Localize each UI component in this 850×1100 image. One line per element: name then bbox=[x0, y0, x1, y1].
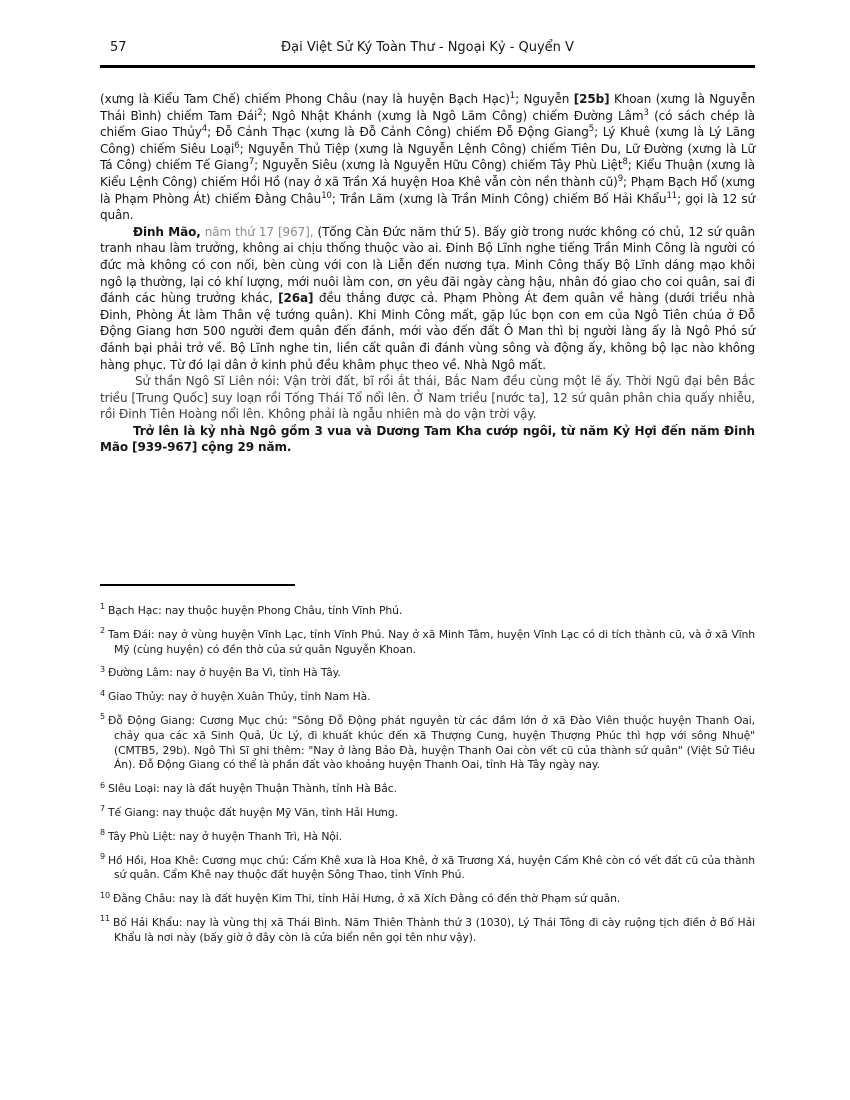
footnote-number: 6 bbox=[100, 780, 105, 790]
header-title: Đại Việt Sử Ký Toàn Thư - Ngoại Kỷ - Quyển V bbox=[281, 40, 574, 55]
paragraph-suquan: (xưng là Kiểu Tam Chế) chiếm Phong Châu (nay là huyện Bạch Hạc)$^1$; Nguyễn [25b] Khoan (xưng là Nguyễn Thái Bình) chiếm Tam Đái$^2$; Ngô Nhật Khánh (xưng là Ngô Lãm Công) chiếm Đường Lâm$^3$ (có sách chép là chiếm Giao Thủy$^4$; Đỗ Cảnh Thạc (xưng là Đỗ Cảnh Công) chiếm Đỗ Động Giang$^5$; Lý Khuê (xưng là Lý Lãng Công) chiếm Siêu Loại$^6$; Nguyễn Thủ Tiệp (xưng là Nguyễn Lệnh Công) chiếm Tiên Du, Lữ Đường (xưng là Lữ Tá Công) chiếm Tế Giang$^7$; Nguyễn Siêu (xưng là Nguyễn Hữu Công) chiếm Tây Phù Liệt$^8$; Kiểu Thuận (xưng là Kiểu Lệnh Công) chiếm Hồi Hồ (nay ở xã Trần Xá huyện Hoa Khê vẫn còn nền thành cũ)$^9$; Phạm Bạch Hổ (xưng là Phạm Phòng Át) chiếm Đằng Châu$^{10}$; Trần Lãm (xưng là Trần Minh Công) chiếm Bố Hải Khẩu$^{11}$; gọi là 12 sứ quân. bbox=[100, 91, 755, 223]
footnote-text: Hồ Hồi, Hoa Khê: Cương mục chú: Cấm Khê xưa là Hoa Khê, ở xã Trương Xá, huyện Cấm Khê còn có vết đất cũ của thành sứ quân. Cẩm Khê nay thuộc đất huyện Sông Thao, tỉnh Vĩnh Phú. bbox=[108, 853, 755, 882]
footnote-text: Bạch Hạc: nay thuộc huyện Phong Châu, tỉnh Vĩnh Phú. bbox=[108, 604, 403, 618]
footnote-item bbox=[100, 604, 755, 619]
footnote-text: Đỗ Động Giang: Cương Mục chú: "Sông Đỗ Động phát nguyên từ các đầm lớn ở xã Đào Viên thuộc huyện Thanh Oai, chảy qua các xã Sinh Quả, Úc Lý, đi khuất khúc đến xã Thượng Cung, huyện Thượng Phúc thì hợp với sông Nhuệ" (CMTB5, 29b). Ngô Thì Sĩ ghi thêm: "Nay ở làng Bảo Đà, huyện Thanh Oai còn vết cũ của thành sứ quân" (Việt Sử Tiêu Án). Đỗ Động Giang có thể là phần đất vào khoảng huyện Thanh Oai, tỉnh Hà Tây ngày nay. bbox=[108, 714, 755, 772]
footnote-item bbox=[100, 782, 755, 797]
footnote-number: 4 bbox=[100, 688, 105, 698]
footnote-text: Tế Giang: nay thuộc đất huyện Mỹ Văn, tỉnh Hải Hưng. bbox=[108, 806, 398, 820]
footnote-item bbox=[100, 892, 755, 907]
paragraph-dinh-mao: Đinh Mão, năm thứ 17 [967], (Tống Càn Đức năm thứ 5). Bấy giờ trong nước không có chủ, 12 sứ quân tranh nhau làm trưởng, không ai chịu thống thuộc vào ai. Đinh Bộ Lĩnh nghe tiếng Trần Minh Công là người có đức mà không có con nối, bèn cùng với con là Liễn đến nương tựa. Minh Công thấy Bộ Lĩnh dáng mạo khôi ngô lạ thường, lại có khí lượng, mới nuôi làm con, ơn yêu đãi ngày càng hậu, nhân đó giao cho coi quân, sai đi đánh các hùng trưởng khác, [26a] đều thắng được cả. Phạm Phòng Át đem quân về hàng (dưới triều nhà Đinh, Phòng Át làm Thân vệ tướng quân). Khi Minh Công mất, gặp lúc bọn con em của Ngô Tiên chúa ở Đỗ Động Giang hơn 500 người đem quân đến đánh, mới vào đến đất Ô Man thì bị người làng ấy là Ngô Phó sứ đánh bại phải trở về. Bộ Lĩnh nghe tin, liền cất quân đi đánh vùng sông và động ấy, không bộ lạc nào không hàng phục. Từ đó lại dân ở kinh phủ đều khâm phục theo về. Nhà Ngô mất. bbox=[100, 224, 755, 372]
footnote-item bbox=[100, 854, 755, 884]
header-rule bbox=[100, 65, 755, 68]
footnote-text: Bố Hải Khẩu: nay là vùng thị xã Thái Bình. Năm Thiên Thành thứ 3 (1030), Lý Thái Tông đi cày ruộng tịch điền ở Bố Hải Khẩu là nơi này (bấy giờ ở đây còn là cửa biển nên gọi tên như vậy). bbox=[112, 916, 755, 944]
footnote-item bbox=[100, 666, 755, 681]
page-number: 57 bbox=[110, 40, 127, 55]
footnote-number: 5 bbox=[100, 712, 105, 722]
footnote-list bbox=[100, 604, 755, 946]
footnote-number: 1 bbox=[100, 602, 105, 612]
footnote-item bbox=[100, 916, 755, 946]
footnote-text: Giao Thủy: nay ở huyện Xuân Thủy, tỉnh Nam Hà. bbox=[108, 690, 371, 704]
footnote-number: 11 bbox=[100, 914, 110, 924]
footnote-rule bbox=[100, 584, 295, 586]
footnote-number: 7 bbox=[100, 804, 105, 814]
footnote-text: Tam Đái: nay ở vùng huyện Vĩnh Lạc, tỉnh Vĩnh Phú. Nay ở xã Minh Tâm, huyện Vĩnh Lạc có di tích thành cũ, và ở xã Vĩnh Mỹ (cùng huyện) có đền thờ của sứ quân Nguyễn Khoan. bbox=[108, 627, 755, 656]
footnote-number: 9 bbox=[100, 852, 105, 862]
footnote-item bbox=[100, 628, 755, 658]
footnote-item bbox=[100, 830, 755, 845]
footnote-item bbox=[100, 690, 755, 705]
footnote-item bbox=[100, 806, 755, 821]
footnote-number: 8 bbox=[100, 828, 105, 838]
footnote-number: 10 bbox=[100, 890, 110, 900]
footnote-text: Tây Phù Liệt: nay ở huyện Thanh Trì, Hà Nội. bbox=[108, 829, 343, 843]
footnote-item bbox=[100, 714, 755, 773]
page-header bbox=[100, 40, 755, 58]
footnotes-section bbox=[100, 584, 755, 946]
footnote-text: Đường Lâm: nay ở huyện Ba Vì, tỉnh Hà Tây. bbox=[108, 666, 341, 680]
footnote-text: SIêu Loại: nay là đất huyện Thuận Thành, tỉnh Hà Bắc. bbox=[108, 782, 397, 796]
footnote-text: Đằng Châu: nay là đất huyện Kim Thi, tỉnh Hải Hưng, ở xã Xích Đằng có đền thờ Phạm sứ quân. bbox=[112, 892, 621, 906]
closing-summary: Trở lên là kỷ nhà Ngô gồm 3 vua và Dương Tam Kha cướp ngôi, từ năm Kỷ Hợi đến năm Đinh Mão [939-967] cộng 29 năm. bbox=[100, 423, 755, 455]
scholar-commentary: Sử thần Ngô Sĩ Liên nói: Vận trời đất, bĩ rồi ắt thái, Bắc Nam đều cùng một lẽ ấy. Thời Ngũ đại bên Bắc triều [Trung Quốc] suy loạn rồi Tống Thái Tổ nổi lên. Ở Nam triều [nước ta], 12 sứ quân phân chia quấy nhiễu, rồi Đinh Tiên Hoàng nổi lên. Không phải là ngẫu nhiên mà do vận trời vậy. bbox=[100, 374, 755, 422]
footnote-number: 3 bbox=[100, 664, 105, 674]
document-body bbox=[100, 91, 755, 456]
footnote-number: 2 bbox=[100, 626, 105, 636]
